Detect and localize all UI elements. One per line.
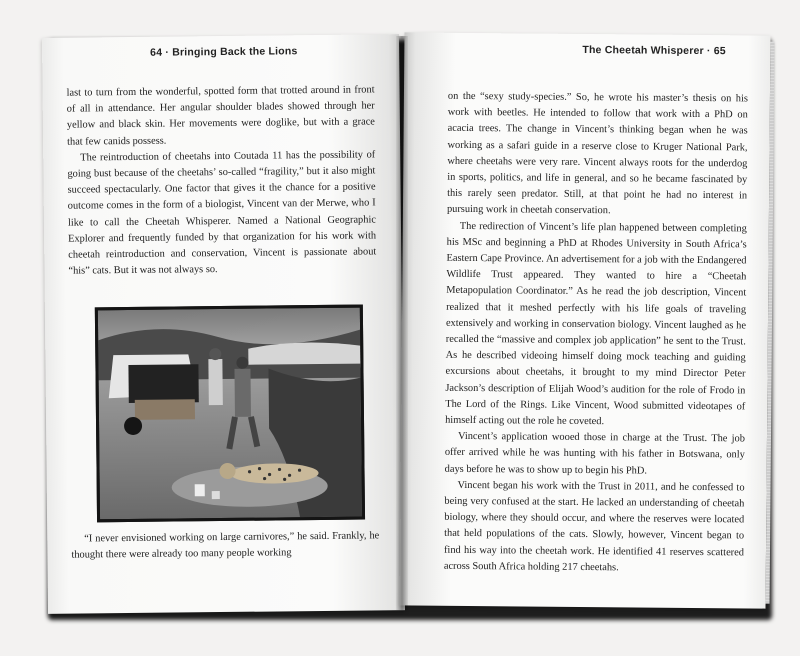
left-running-header: 64 · Bringing Back the Lions [150, 45, 298, 59]
page-edges [766, 42, 775, 604]
cheetah-photo [95, 305, 365, 523]
right-paragraph-1: on the “sexy study-species.” So, he wrote his master’s thesis on his work with beetles. He intended to follow that work with a PhD on acacia trees. The change in Vincent’s thinking began when he was working as a safari guide in a reserve close to Kruger National Park, where cheetahs were very rare. Vincent always roots for the underdog in sports, politics, and life in general, and so he became fascinated by this rarely seen predator. Still, at that point he had no interest in pursuing work in cheetah conservation. [446, 90, 748, 217]
cheetah-photo-illustration [98, 308, 362, 520]
right-paragraph-2: The redirection of Vincent’s life plan happened between completing his MSc and beginning a PhD at Rhodes University in South Africa’s Eastern Cape Province. An advertisement for a job with the Endangered Wildlife Trust appeared. They wanted to hire a “Cheetah Metapopulation Coordinator.” As he read the job description, Vincent realized that it meshed perfectly with his life goals of traveling extensively and working in conservation biology. Vincent laughed as he recalled the “massive and complex job application” he sent to the Trust. As he described videoing himself doing mock teaching and guiding excursions about cheetahs, it brought to my mind Director Peter Jackson’s description of Elijah Wood’s audition for the role of Frodo in The Lord of the Rings. Like Vincent, Wood submitted videotapes of himself acting out the role he coveted. [445, 220, 747, 428]
photo-equipment-2 [212, 491, 220, 499]
right-page [400, 32, 771, 608]
photo-equipment [195, 484, 205, 496]
photo-vehicle-tailgate [135, 399, 195, 420]
left-text-top [66, 82, 376, 280]
photo-person-1 [208, 359, 222, 405]
left-paragraph-1: last to turn from the wonderful, spotted form that trotted around in front of all in attendance. Her angular shoulder blades showed through her yellow and black skin. Her movements were doglike, but with a grace that few canids possess. [66, 84, 375, 148]
photo-vehicle-body [128, 364, 198, 403]
photo-person-2 [234, 369, 251, 417]
left-paragraph-2: The reintroduction of cheetahs into Coutada 11 has the possibility of going bust because of the cheetahs’ so-called “fragility,” but it also might succeed spectacularly. One factor that gives it the chance for a positive outcome comes in the form of a biologist, Vincent van der Merwe, who I like to call the Cheetah Whisperer. Named a National Geographic Explorer and frequently funded by that organization for his work with cheetah reintroduction and conservation, Vincent is passionate about “his” cats. But it was not always so. [67, 149, 377, 277]
right-paragraph-3: Vincent’s application wooed those in charge at the Trust. The job offer arrived while he was hunting with his father in Botswana, only days before he was to show up to begin his PhD. [444, 431, 746, 477]
right-paragraph-4: Vincent began his work with the Trust in 2011, and he confessed to being very confused at the start. He lacked an understanding of cheetah biology, where they should occur, and where the reserves were located that held populations of the cats. Slowly, however, Vincent began to find his way into the cheetah work. He identified 41 reserves scattered across South Africa holding 217 cheetahs. [443, 479, 745, 574]
left-page [42, 34, 405, 614]
right-text [444, 89, 748, 578]
book-gutter [396, 36, 408, 610]
right-running-header: The Cheetah Whisperer · 65 [582, 43, 726, 58]
left-paragraph-3: “I never envisioned working on large carnivores,” he said. Frankly, he thought there were already too many people working [71, 530, 380, 561]
left-text-bottom [71, 528, 379, 564]
